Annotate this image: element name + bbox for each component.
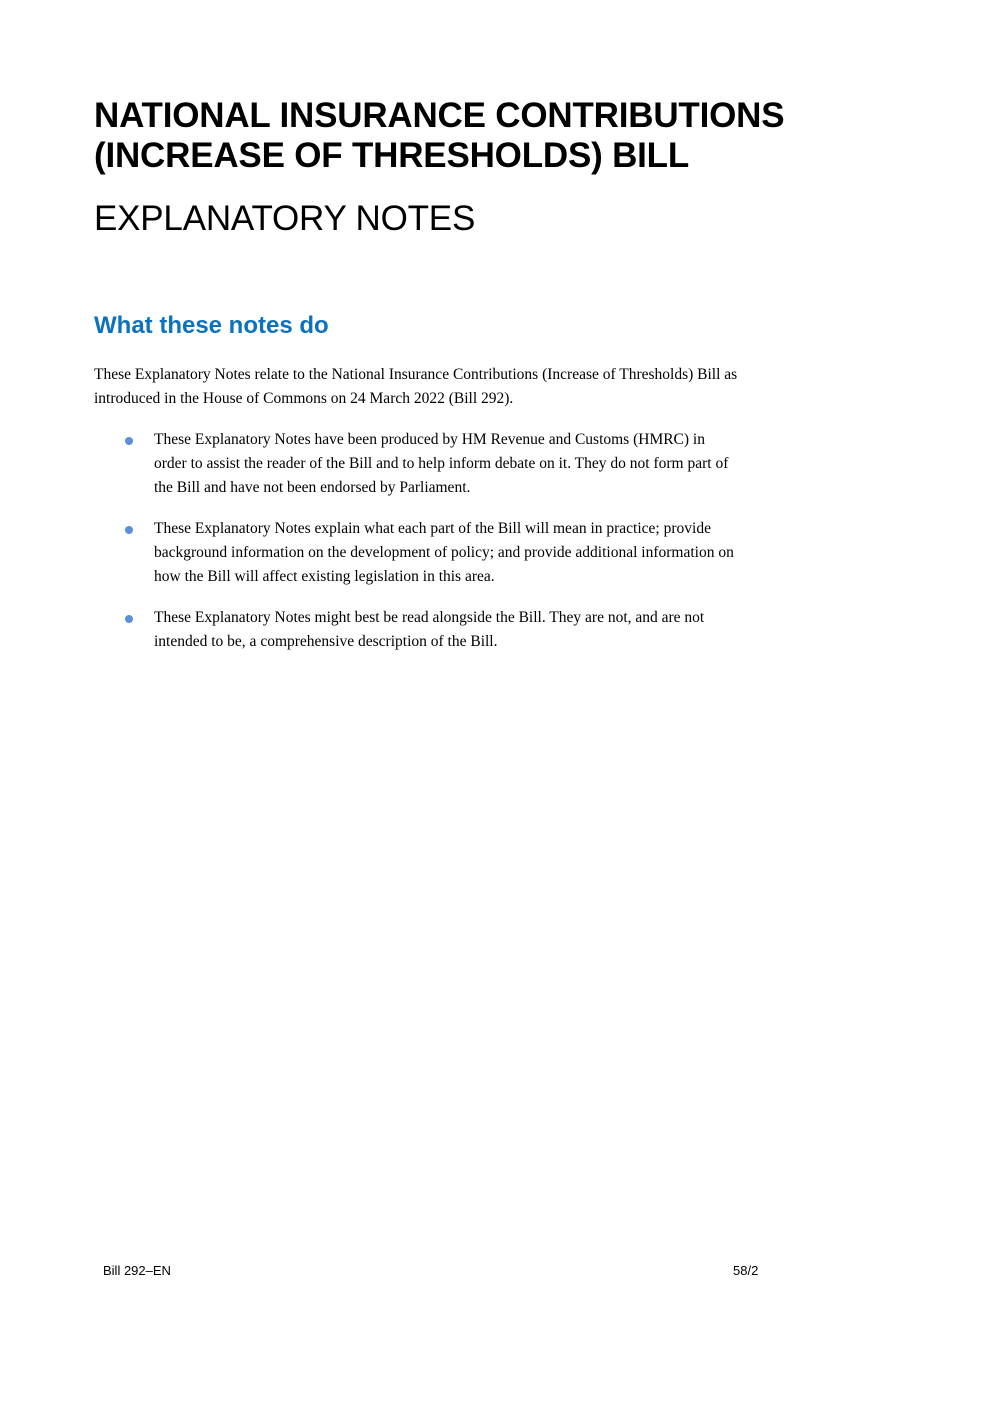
bullet-line: how the Bill will affect existing legislation in this area.: [154, 568, 495, 585]
section-heading: What these notes do: [94, 312, 329, 339]
bullet-line: These Explanatory Notes have been produced by HM Revenue and Customs (HMRC) in: [154, 431, 705, 448]
document-title-line-1: NATIONAL INSURANCE CONTRIBUTIONS: [94, 96, 785, 135]
bullet-item: [94, 606, 874, 654]
intro-paragraph: [94, 363, 854, 411]
bullet-line: These Explanatory Notes explain what each part of the Bill will mean in practice; provide: [154, 520, 711, 537]
bullet-list: [94, 428, 874, 671]
bullet-dot-icon: [125, 437, 133, 445]
bullet-line: These Explanatory Notes might best be read alongside the Bill. They are not, and are not: [154, 609, 705, 626]
intro-line-2: introduced in the House of Commons on 24 March 2022 (Bill 292).: [94, 390, 514, 407]
bullet-item: [94, 517, 874, 589]
bullet-line: the Bill and have not been endorsed by Parliament.: [154, 479, 471, 496]
document-title-line-2: (INCREASE OF THRESHOLDS) BILL: [94, 136, 690, 175]
bullet-line: background information on the development of policy; and provide additional information on: [154, 544, 734, 561]
bullet-item: [94, 428, 874, 500]
document-subtitle: EXPLANATORY NOTES: [94, 199, 476, 238]
document-title: [94, 96, 894, 176]
footer-page-code: 58/2: [733, 1263, 759, 1278]
bullet-dot-icon: [125, 526, 133, 534]
bullet-dot-icon: [125, 615, 133, 623]
bullet-line: order to assist the reader of the Bill and to help inform debate on it. They do not form part of: [154, 455, 729, 472]
intro-line-1: These Explanatory Notes relate to the National Insurance Contributions (Increase of Thresholds) Bill as: [94, 366, 738, 383]
footer-bill-reference: Bill 292–EN: [103, 1263, 171, 1278]
bullet-line: intended to be, a comprehensive description of the Bill.: [154, 633, 498, 650]
